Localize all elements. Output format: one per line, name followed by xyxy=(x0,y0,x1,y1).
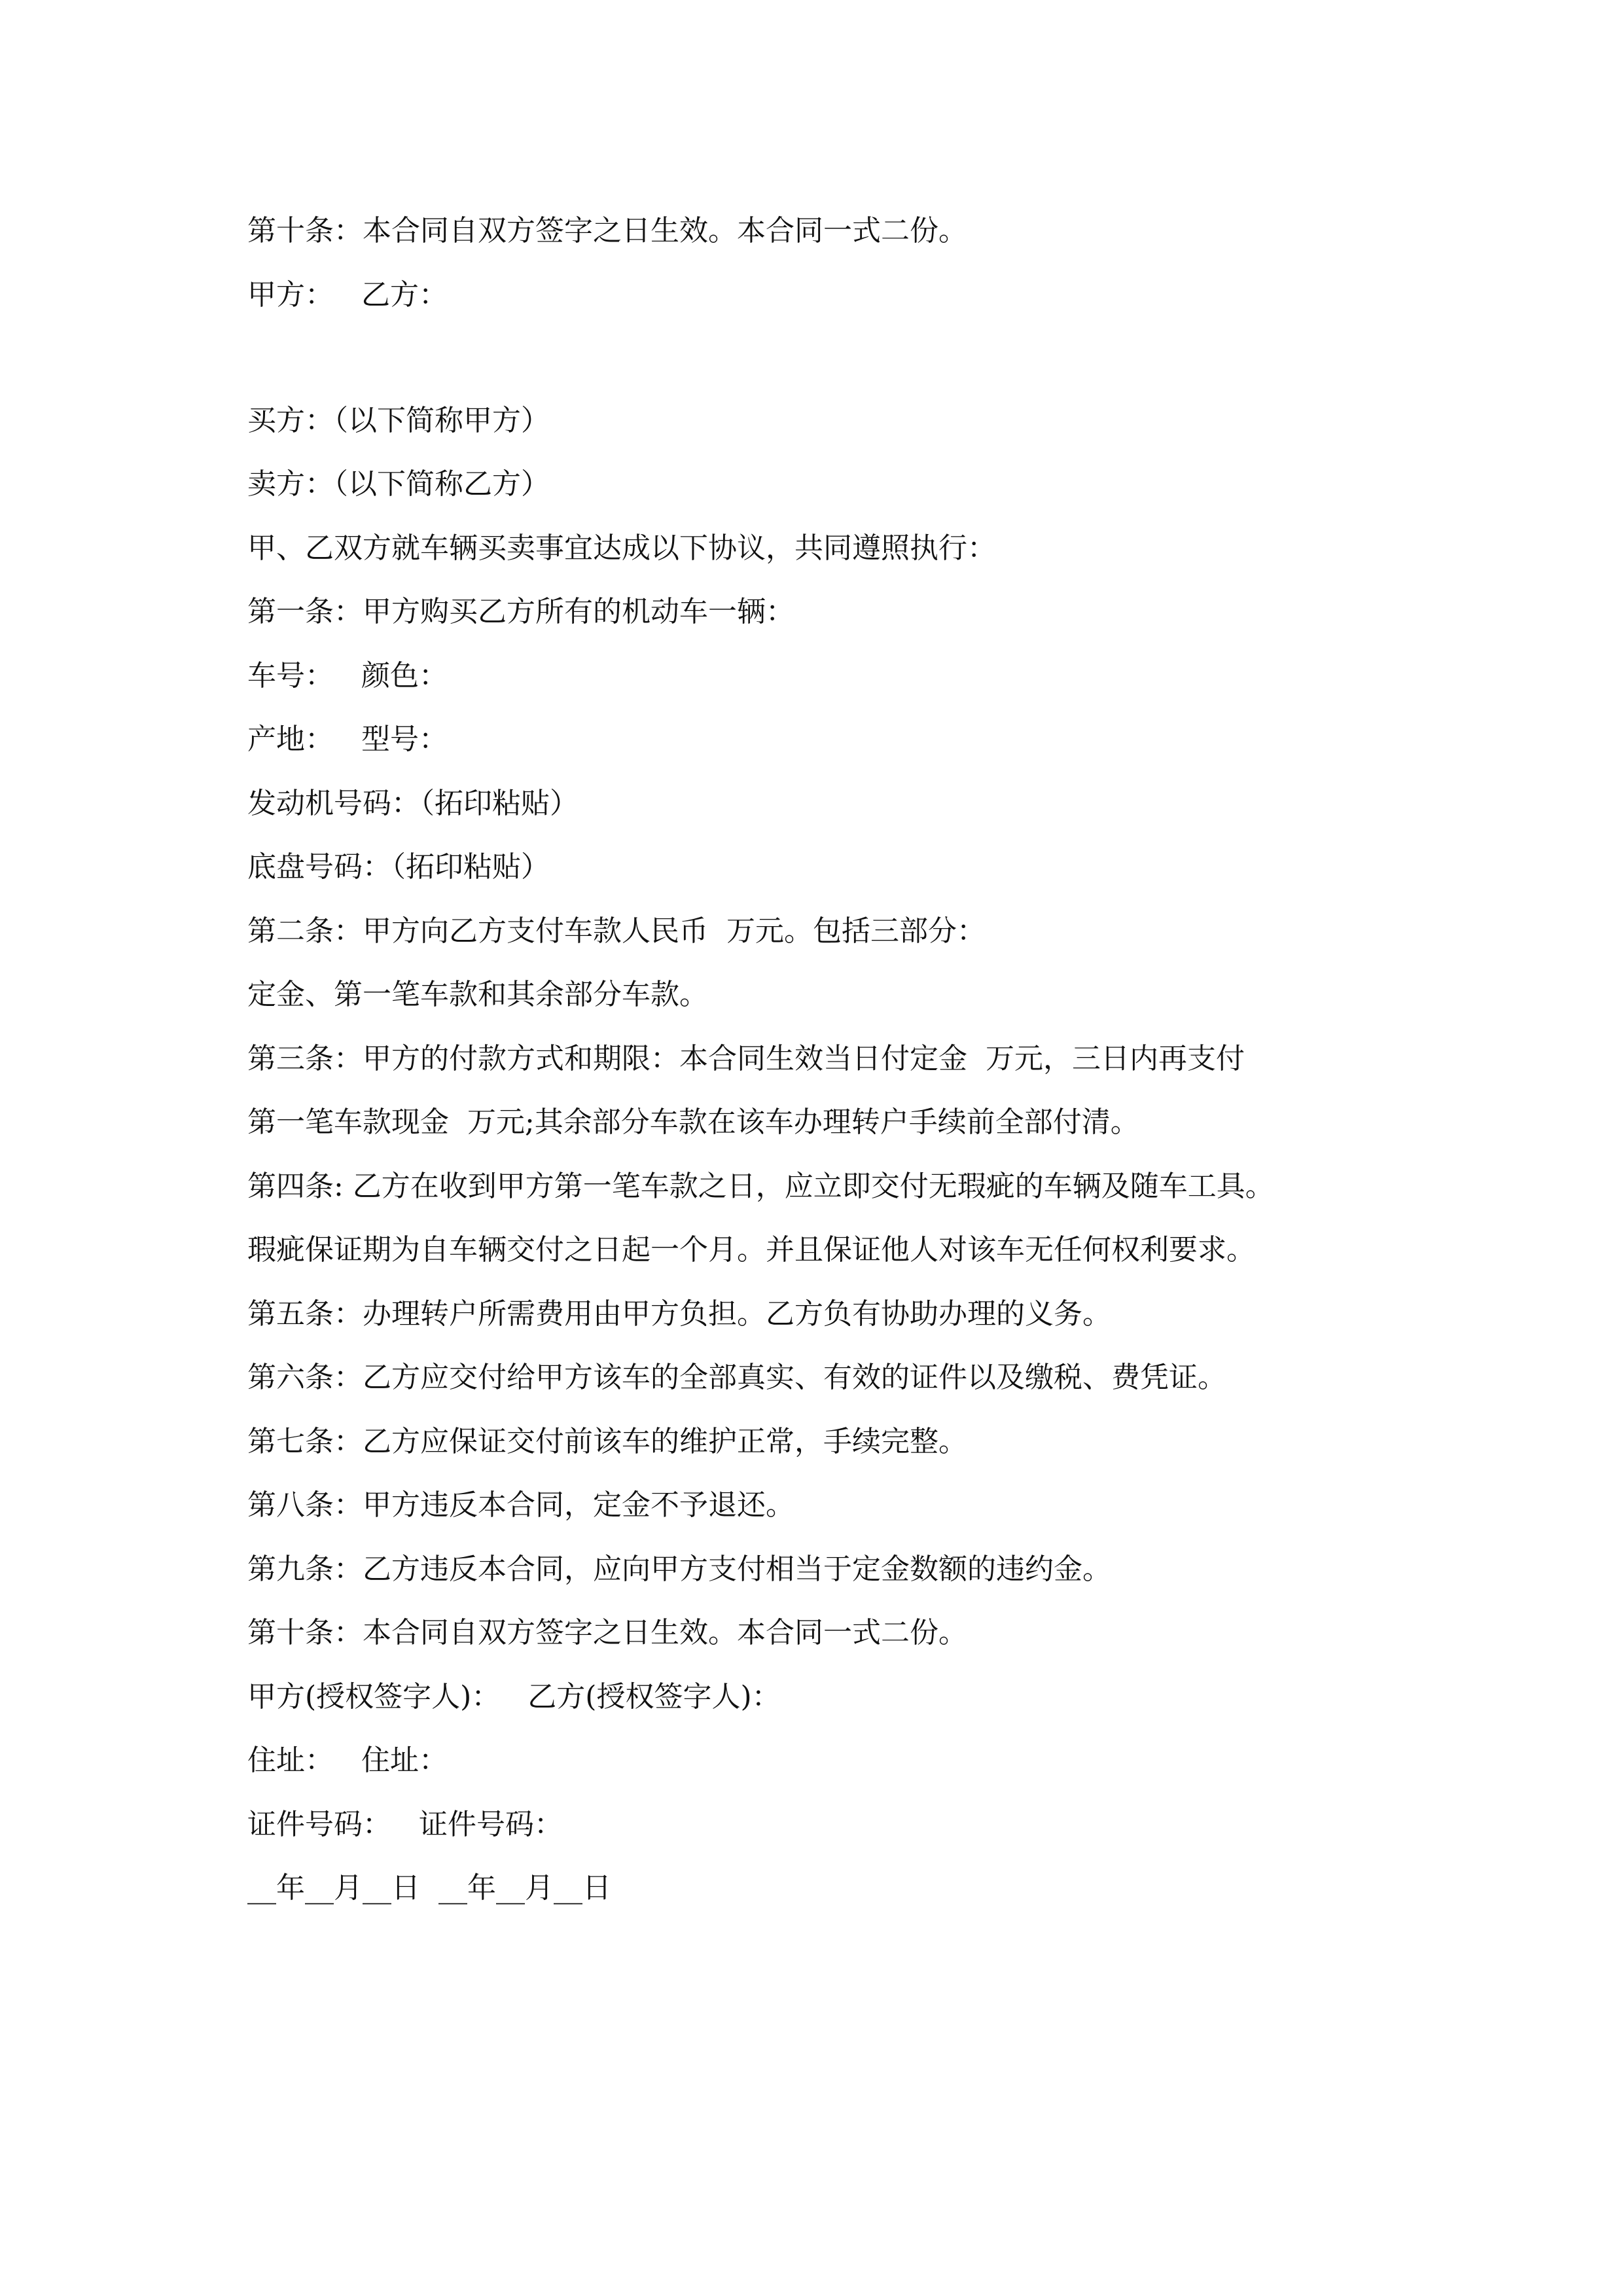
article-6: 第六条：乙方应交付给甲方该车的全部真实、有效的证件以及缴税、费凭证。 xyxy=(247,1361,1226,1394)
intro-line: 甲、乙双方就车辆买卖事宜达成以下协议，共同遵照执行： xyxy=(247,531,996,565)
article-7: 第七条：乙方应保证交付前该车的维护正常，手续完整。 xyxy=(247,1425,967,1458)
chassis-number-line: 底盘号码：（拓印粘贴） xyxy=(247,850,550,884)
article-8: 第八条：甲方违反本合同，定金不予退还。 xyxy=(247,1488,794,1522)
article-2-line-2: 定金、第一笔车款和其余部分车款。 xyxy=(247,978,708,1011)
fragment-article-10: 第十条：本合同自双方签字之日生效。本合同一式二份。 xyxy=(247,214,967,247)
article-4-line-1: 第四条: 乙方在收到甲方第一笔车款之日，应立即交付无瑕疵的车辆及随车工具。 xyxy=(247,1170,1274,1203)
engine-number-line: 发动机号码：（拓印粘贴） xyxy=(247,787,579,820)
plate-color-line: 车号： 颜色： xyxy=(247,659,448,692)
article-3-line-2: 第一笔车款现金 万元;其余部分车款在该车办理转户手续前全部付清。 xyxy=(247,1105,1139,1139)
date-line: __年__月__日 __年__月__日 xyxy=(247,1871,611,1905)
origin-model-line: 产地： 型号： xyxy=(247,723,448,756)
seller-line: 卖方：（以下简称乙方） xyxy=(247,467,550,501)
article-9: 第九条：乙方违反本合同，应向甲方支付相当于定金数额的违约金。 xyxy=(247,1552,1111,1586)
address-line: 住址： 住址： xyxy=(247,1744,448,1777)
signers-line: 甲方(授权签字人)： 乙方(授权签字人)： xyxy=(247,1680,781,1713)
article-1: 第一条：甲方购买乙方所有的机动车一辆： xyxy=(247,595,794,628)
id-number-line: 证件号码： 证件号码： xyxy=(247,1808,563,1841)
article-10: 第十条：本合同自双方签字之日生效。本合同一式二份。 xyxy=(247,1616,967,1649)
buyer-line: 买方：（以下简称甲方） xyxy=(247,404,550,437)
article-2-line-1: 第二条：甲方向乙方支付车款人民币 万元。包括三部分： xyxy=(247,914,986,948)
article-3-line-1: 第三条：甲方的付款方式和期限：本合同生效当日付定金 万元，三日内再支付 xyxy=(247,1042,1245,1075)
article-4-line-2: 瑕疵保证期为自车辆交付之日起一个月。并且保证他人对该车无任何权利要求。 xyxy=(247,1233,1255,1266)
article-5: 第五条：办理转户所需费用由甲方负担。乙方负有协助办理的义务。 xyxy=(247,1297,1111,1331)
fragment-signatories: 甲方： 乙方： xyxy=(247,278,448,312)
